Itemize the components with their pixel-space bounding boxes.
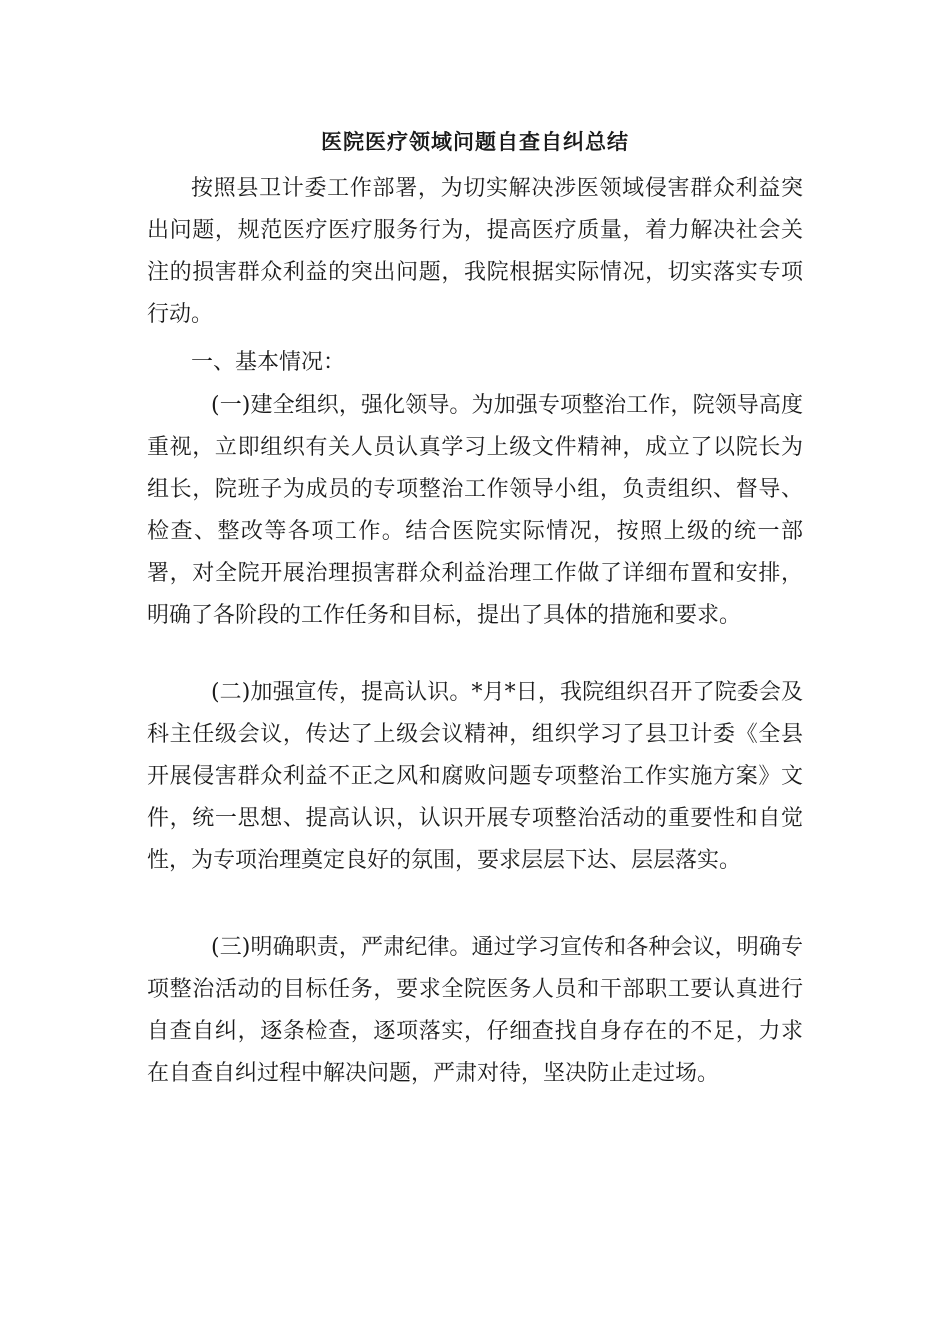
paragraph-responsibility: (三)明确职责，严肃纪律。通过学习宣传和各种会议，明确专项整治活动的目标任务，要求全院医务人员和干部职工要认真进行自查自纠，逐条检查，逐项落实，仔细查找自身存在的不足，力求在自查自纠过程中解决问题，严肃对待，坚决防止走过场。 [147, 935, 803, 1086]
document-title: 医院医疗领域问题自查自纠总结 [321, 130, 629, 154]
paragraph-organization: (一)建全组织，强化领导。为加强专项整治工作，院领导高度重视，立即组织有关人员认真学习上级文件精神，成立了以院长为组长，院班子为成员的专项整治工作领导小组，负责组织、督导、检查、整改等各项工作。结合医院实际情况，按照上级的统一部署，对全院开展治理损害群众利益治理工作做了详细布置和安排，明确了各阶段的工作任务和目标，提出了具体的措施和要求。 [147, 393, 803, 628]
paragraph-publicity: (二)加强宣传，提高认识。*月*日，我院组织召开了院委会及科主任级会议，传达了上级会议精神，组织学习了县卫计委《全县开展侵害群众利益不正之风和腐败问题专项整治工作实施方案》文件，统一思想、提高认识，认识开展专项整治活动的重要性和自觉性，为专项治理奠定良好的氛围，要求层层下达、层层落实。 [147, 680, 803, 873]
intro-paragraph: 按照县卫计委工作部署，为切实解决涉医领域侵害群众利益突出问题，规范医疗医疗服务行为，提高医疗质量，着力解决社会关注的损害群众利益的突出问题，我院根据实际情况，切实落实专项行动。 [147, 176, 803, 327]
section-heading: 一、基本情况： [191, 350, 346, 375]
